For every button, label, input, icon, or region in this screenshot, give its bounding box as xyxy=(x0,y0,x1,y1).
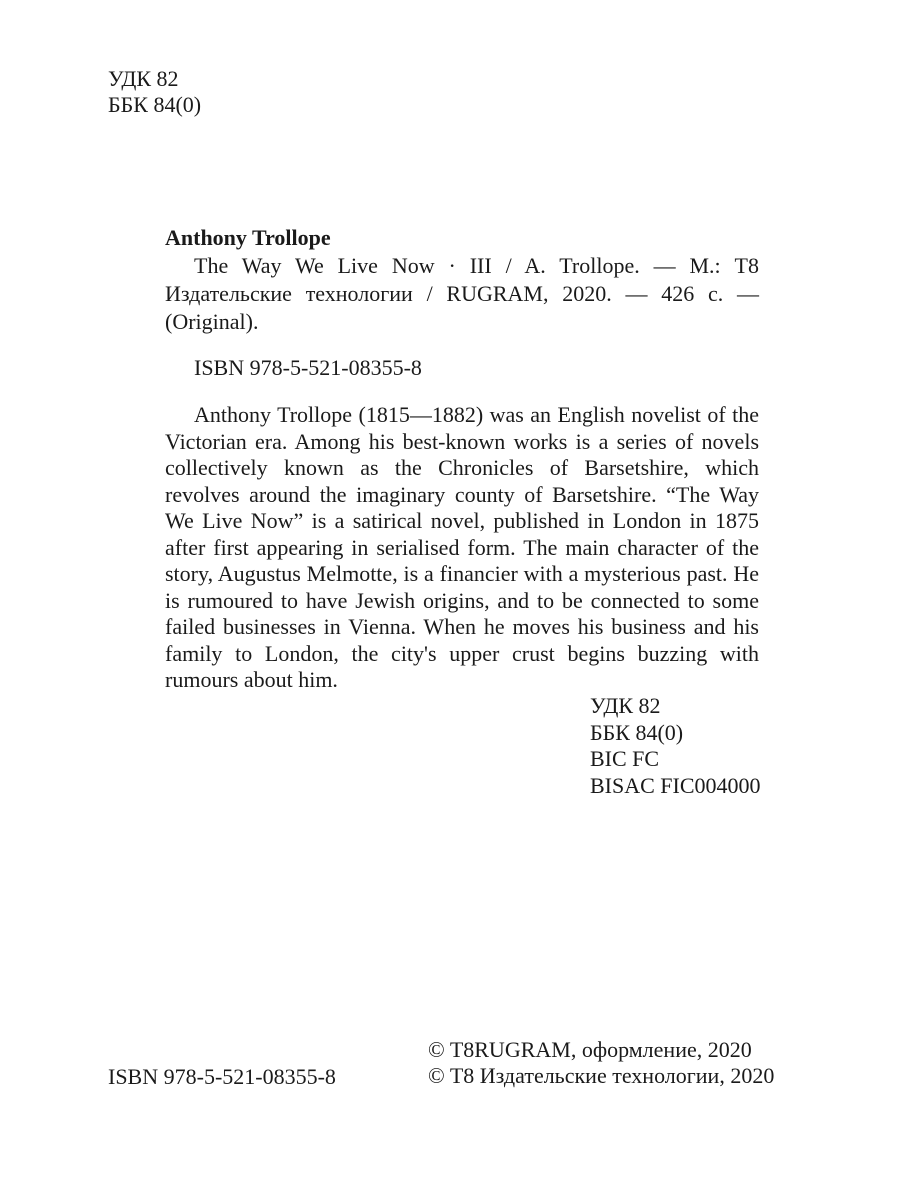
bbk-code-right: ББК 84(0) xyxy=(590,719,684,745)
catalog-card xyxy=(165,224,759,694)
bisac-code: BISAC FIC004000 xyxy=(590,772,761,798)
udk-code-right: УДК 82 xyxy=(590,693,661,718)
bbk-code: ББК 84(0) xyxy=(108,92,202,117)
copyright-line-design: © T8RUGRAM, оформление, 2020 xyxy=(428,1037,752,1062)
classification-top xyxy=(108,66,201,118)
classification-right xyxy=(590,693,761,799)
udk-code: УДК 82 xyxy=(108,66,179,91)
bic-code: BIC FC xyxy=(590,746,660,771)
author-heading: Anthony Trollope xyxy=(165,225,331,250)
footer-isbn: ISBN 978-5-521-08355-8 xyxy=(108,1064,336,1089)
book-abstract: Anthony Trollope (1815—1882) was an English novelist of the Victorian era. Among his best-known works is a series of novels collectively known as the Chronicles of Barsetshire, which revolves around the imaginary county of Barsetshire. “The Way We Live Now” is a satirical novel, published in London in 1875 after first appearing in serialised form. The main character of the story, Augustus Melmotte, is a financier with a mysterious past. He is rumoured to have Jewish origins, and to be connected to some failed businesses in Vienna. When he moves his business and his family to London, the city's upper crust begins buzzing with rumours about him. xyxy=(165,402,759,692)
copyright-block xyxy=(428,1037,774,1089)
copyright-line-publisher: © T8 Издательские технологии, 2020 xyxy=(428,1063,775,1088)
card-isbn: ISBN 978-5-521-08355-8 xyxy=(194,355,422,380)
bibliographic-description: The Way We Live Now · III / A. Trollope. — М.: T8 Издательские технологии / RUGRAM, 2020. — 426 с. — (Original). xyxy=(165,253,759,334)
